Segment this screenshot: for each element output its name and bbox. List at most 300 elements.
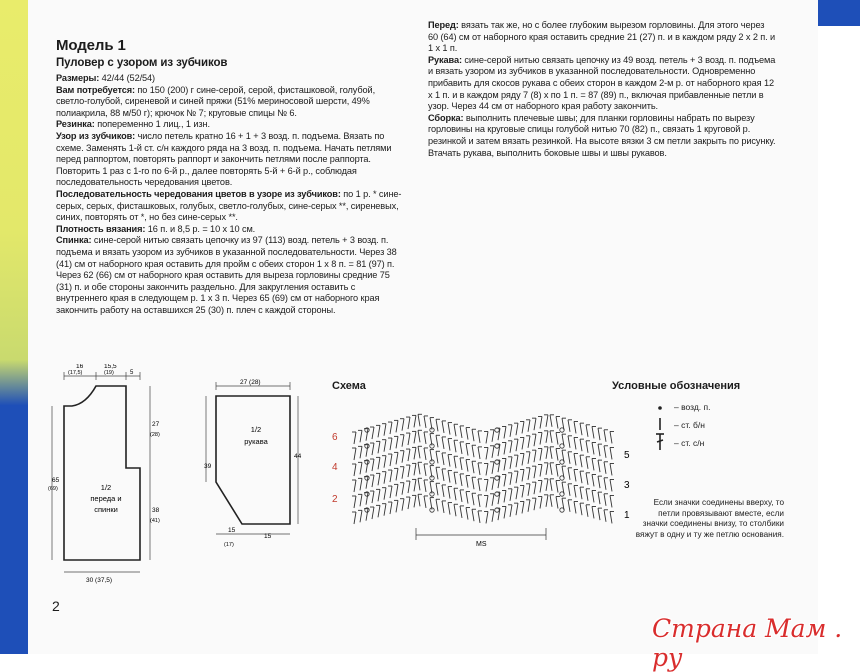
- sizes-label: Размеры:: [56, 73, 100, 83]
- stitch-mark: [372, 459, 374, 471]
- stitch-mark: [360, 510, 362, 522]
- stitch-mark: [574, 501, 576, 513]
- sleeve-bottom-width-2: 15: [264, 533, 272, 540]
- stitch-mark: [360, 478, 362, 490]
- stitch-mark: [592, 474, 594, 486]
- stitch-mark: [454, 504, 456, 516]
- stitch-mark: [466, 460, 468, 472]
- body-right-height-1: 27: [152, 421, 160, 428]
- stitch-mark: [586, 505, 588, 517]
- density-paragraph: [56, 224, 408, 236]
- assembly-value: выполнить плечевые швы; для планки горловины набрать по вырезу горловины на круговые спицы голубой нитью 70 (82) п., связать 1 круговой р. резинкой и затем вязать резинкой. На высоте вязки 3 см петли закрыть по рисунку. Втачать рукава, выполнить боковые швы и швы рукавов.: [428, 112, 776, 158]
- colors-label: Последовательность чередования цветов в узоре из зубчиков:: [56, 188, 341, 199]
- stitch-mark: [424, 496, 426, 508]
- stitch-mark: [454, 456, 456, 468]
- stitch-mark: [574, 421, 576, 433]
- stitch-mark: [442, 485, 444, 497]
- stitch-mark: [604, 430, 606, 442]
- stitch-mark: [448, 487, 450, 499]
- stitch-mark: [540, 432, 542, 444]
- sleeve-bottom-width-1b: (17): [224, 542, 234, 548]
- stitch-mark: [448, 455, 450, 467]
- schema-repeat-label: MS: [476, 541, 487, 548]
- legend-symbols: [650, 400, 670, 452]
- page-edge-color-band: [0, 0, 28, 654]
- stitch-mark: [448, 423, 450, 435]
- stitch-mark: [510, 457, 512, 469]
- stitch-mark: [568, 484, 570, 496]
- stitch-mark: [528, 468, 530, 480]
- stitch-mark: [384, 504, 386, 516]
- stitch-mark: [534, 498, 536, 510]
- stitch-mark: [384, 456, 386, 468]
- sleeve-pattern-diagram: [196, 376, 306, 556]
- stitch-mark: [522, 469, 524, 481]
- stitch-mark: [372, 507, 374, 519]
- stitch-mark: [384, 440, 386, 452]
- stitch-mark: [366, 429, 368, 441]
- stitch-mark: [414, 495, 416, 507]
- stitch-mark: [610, 479, 612, 491]
- stitch-mark: [492, 510, 494, 522]
- stitch-mark: [372, 443, 374, 455]
- stitch-mark: [550, 463, 552, 475]
- sleeve-piece-label-1: 1/2: [250, 425, 262, 434]
- stitch-mark: [610, 495, 612, 507]
- stitch-mark: [586, 441, 588, 453]
- legend-note: Если значки соединены вверху, то петли провязывают вместе, если значки соединены внизу, то столбики вяжут в одну и ту же петлю основания.: [635, 498, 784, 539]
- stitch-mark: [586, 425, 588, 437]
- stitch-mark: [540, 416, 542, 428]
- stitch-mark: [378, 489, 380, 501]
- legend-chain-stitch: – возд. п.: [674, 402, 711, 412]
- stitch-mark: [580, 487, 582, 499]
- stitch-mark: [546, 495, 548, 507]
- stitch-mark: [442, 421, 444, 433]
- sleeves-value: сине-серой нитью связать цепочку из 49 возд. петель + 3 возд. п. подъема и вязать узором из зубчиков в указанной последовательности. Одновременно прибавить для скосов рукава с обеих сторон в каждом 2-м р. от наборного края 12 х 1 п. и в каждом ряду 7 (8) х по 1 п. = 87 (89) п., включая прибавленные петли в узор. Через 44 см от наборного края работу закончить.: [428, 54, 776, 112]
- stitch-mark: [556, 448, 558, 460]
- stitch-mark: [472, 509, 474, 521]
- stitch-mark: [540, 480, 542, 492]
- stitch-mark: [442, 437, 444, 449]
- schema-row-label-5: 5: [624, 450, 630, 461]
- stitch-mark: [354, 512, 356, 524]
- stitch-mark: [436, 483, 438, 495]
- chain-stitch-symbol: [658, 406, 662, 410]
- stitch-mark: [598, 460, 600, 472]
- stitch-mark: [354, 496, 356, 508]
- stitch-mark: [402, 435, 404, 447]
- stitch-mark: [486, 431, 488, 443]
- stitch-mark: [540, 496, 542, 508]
- model-heading: Модель 1: [56, 37, 126, 54]
- stitch-mark: [472, 493, 474, 505]
- stitch-mark: [460, 426, 462, 438]
- stitch-mark: [414, 431, 416, 443]
- stitch-mark: [550, 447, 552, 459]
- stitch-mark: [604, 494, 606, 506]
- stitch-mark: [436, 467, 438, 479]
- stitch-mark: [556, 464, 558, 476]
- materials-paragraph: [56, 85, 408, 120]
- sleeve-piece-label-2: рукава: [244, 437, 268, 446]
- stitch-mark: [454, 488, 456, 500]
- stitch-mark: [550, 479, 552, 491]
- back-value: сине-серой нитью связать цепочку из 97 (113) возд. петель + 3 возд. п. подъема и вязать узором из зубчиков в указанной последовательности. Через 38 (41) см от наборного края оставить для пройм с обеих сторон 1 х 8 п. = 81 (97) п. Через 62 (66) см от наборного края оставить для выреза горловины средние 75 (31) п. и обе стороны закончить раздельно. Для закругления оставить с внутреннего края в следующем р. 1 х 3 п. Через 65 (69) см от наборного края закончить работу на оставшихся 25 (30) п. плеч с каждой стороны.: [56, 235, 397, 315]
- stitch-mark: [472, 429, 474, 441]
- body-outline: [64, 386, 140, 560]
- stitch-mark: [610, 511, 612, 523]
- stitch-mark: [510, 473, 512, 485]
- stitch-mark: [604, 446, 606, 458]
- stitch-mark: [366, 477, 368, 489]
- stitch-mark: [418, 478, 420, 490]
- stitch-mark: [478, 447, 480, 459]
- stitch-mark: [528, 420, 530, 432]
- stitch-mark: [486, 495, 488, 507]
- back-paragraph: [56, 235, 408, 316]
- assembly-paragraph: [428, 113, 776, 159]
- stitch-mark: [522, 485, 524, 497]
- crochet-schema: [326, 394, 640, 554]
- stitch-mark: [460, 474, 462, 486]
- stitch-mark: [510, 441, 512, 453]
- stitch-mark: [516, 471, 518, 483]
- stitch-mark: [366, 493, 368, 505]
- stitch-mark: [556, 432, 558, 444]
- sleeves-label: Рукава:: [428, 54, 462, 65]
- body-top-width-3: 5: [130, 370, 134, 376]
- schema-row-label-2: 2: [332, 494, 338, 505]
- stitch-mark: [424, 448, 426, 460]
- stitch-mark: [454, 424, 456, 436]
- site-watermark: Страна Мам . ру: [652, 614, 843, 672]
- stitch-mark: [372, 491, 374, 503]
- stitch-mark: [604, 462, 606, 474]
- stitch-mark: [528, 436, 530, 448]
- stitch-mark: [574, 437, 576, 449]
- stitch-mark: [442, 453, 444, 465]
- density-value: 16 п. и 8,5 р. = 10 х 10 см.: [145, 223, 256, 234]
- stitch-mark: [384, 472, 386, 484]
- stitch-mark: [390, 502, 392, 514]
- stitch-mark: [550, 495, 552, 507]
- schema-row-label-4: 4: [332, 462, 338, 473]
- page-number: 2: [52, 598, 60, 614]
- legend-double-crochet: – ст. с/н: [674, 438, 705, 448]
- stitch-mark: [354, 480, 356, 492]
- stitch-mark: [546, 479, 548, 491]
- stitch-mark: [528, 500, 530, 512]
- stitch-mark: [390, 438, 392, 450]
- stitch-mark: [402, 451, 404, 463]
- stitch-mark: [528, 484, 530, 496]
- stitch-mark: [574, 469, 576, 481]
- materials-value: по 150 (200) г сине-серой, серой, фисташковой, голубой, светло-голубой, сиреневой и синей пряжи (51% мериносовой шерсти, 49% полиакрила, 88 м/50 г); крючок № 7; круговые спицы № 6.: [56, 84, 376, 118]
- double-crochet-symbol: [656, 434, 664, 450]
- stitch-mark: [580, 471, 582, 483]
- stitch-mark: [568, 468, 570, 480]
- stitch-mark: [460, 490, 462, 502]
- stitch-mark: [492, 446, 494, 458]
- stitch-mark: [492, 494, 494, 506]
- stitch-mark: [540, 464, 542, 476]
- stitch-mark: [568, 420, 570, 432]
- stitch-mark: [568, 436, 570, 448]
- stitch-mark: [478, 431, 480, 443]
- density-label: Плотность вязания:: [56, 223, 146, 234]
- body-right-height-1b: (28): [150, 432, 160, 438]
- stitch-mark: [546, 431, 548, 443]
- body-left-height: 65: [52, 477, 60, 484]
- stitch-mark: [580, 439, 582, 451]
- sizes-value: 42/44 (52/54): [99, 73, 156, 83]
- back-label: Спинка:: [56, 235, 92, 246]
- stitch-mark: [478, 511, 480, 523]
- stitch-mark: [418, 414, 420, 426]
- stitch-mark: [574, 485, 576, 497]
- stitch-mark: [360, 446, 362, 458]
- stitch-mark: [522, 501, 524, 513]
- stitch-mark: [604, 510, 606, 522]
- stitch-mark: [534, 418, 536, 430]
- stitch-mark: [504, 490, 506, 502]
- stitch-mark: [580, 423, 582, 435]
- stitch-mark: [418, 430, 420, 442]
- stitch-mark: [466, 428, 468, 440]
- stitch-mark: [478, 495, 480, 507]
- stitch-mark: [454, 472, 456, 484]
- stitch-mark: [366, 461, 368, 473]
- stitch-mark: [396, 452, 398, 464]
- stitch-mark: [436, 451, 438, 463]
- stitch-mark: [408, 465, 410, 477]
- stitch-mark: [418, 462, 420, 474]
- stitch-mark: [586, 489, 588, 501]
- stitch-mark: [472, 461, 474, 473]
- body-piece-label-2: переда и: [90, 494, 122, 503]
- stitch-mark: [372, 475, 374, 487]
- stitch-mark: [448, 503, 450, 515]
- stitch-mark: [378, 457, 380, 469]
- body-right-height-2b: (41): [150, 518, 160, 524]
- stitch-mark: [442, 469, 444, 481]
- stitch-mark: [378, 505, 380, 517]
- schema-title: Схема: [332, 380, 366, 392]
- stitch-mark: [556, 480, 558, 492]
- stitch-mark: [610, 447, 612, 459]
- stitch-mark: [442, 501, 444, 513]
- body-piece-label-3: спинки: [94, 505, 118, 514]
- stitch-mark: [546, 415, 548, 427]
- legend-single-crochet: – ст. б/н: [674, 420, 705, 430]
- stitch-mark: [610, 463, 612, 475]
- stitch-mark: [466, 492, 468, 504]
- stitch-mark: [390, 454, 392, 466]
- stitch-mark: [466, 476, 468, 488]
- stitch-mark: [540, 448, 542, 460]
- stitch-mark: [408, 433, 410, 445]
- stitch-mark: [460, 506, 462, 518]
- stitch-mark: [486, 447, 488, 459]
- stitch-mark: [516, 423, 518, 435]
- stitch-mark: [402, 419, 404, 431]
- body-top-width-2: 15,5: [104, 364, 117, 370]
- stitch-mark: [366, 509, 368, 521]
- materials-label: Вам потребуется:: [56, 84, 135, 95]
- stitch-mark: [436, 499, 438, 511]
- sleeve-bottom-width-1: 15: [228, 527, 236, 534]
- stitch-mark: [556, 496, 558, 508]
- front-paragraph: [428, 20, 776, 55]
- stitch-mark: [390, 422, 392, 434]
- stitch-mark: [504, 474, 506, 486]
- stitch-mark: [414, 415, 416, 427]
- stitch-mark: [390, 486, 392, 498]
- stitch-mark: [366, 445, 368, 457]
- stitch-mark: [414, 447, 416, 459]
- stitch-mark: [408, 481, 410, 493]
- stitch-mark: [522, 421, 524, 433]
- rib-label: Резинка:: [56, 119, 95, 130]
- stitch-mark: [408, 449, 410, 461]
- stitch-mark: [402, 467, 404, 479]
- sizes-paragraph: [56, 73, 408, 85]
- stitch-mark: [424, 416, 426, 428]
- stitch-mark: [360, 462, 362, 474]
- pattern-paragraph: [56, 131, 408, 189]
- stitch-mark: [414, 463, 416, 475]
- stitch-mark: [396, 420, 398, 432]
- stitch-mark: [396, 468, 398, 480]
- stitch-mark: [592, 458, 594, 470]
- stitch-mark: [478, 463, 480, 475]
- stitch-mark: [534, 450, 536, 462]
- colors-value: по 1 р. * сине-серых, серых, фисташковых, голубых, светло-голубых, сине-серых **, сиреневых, синих, повторять от *, но без сине-серых **.: [56, 188, 402, 223]
- stitch-mark: [454, 440, 456, 452]
- body-left-height-b: (69): [48, 486, 58, 492]
- stitch-mark: [448, 439, 450, 451]
- rib-value: попеременно 1 лиц., 1 изн.: [94, 119, 210, 130]
- stitch-mark: [580, 455, 582, 467]
- stitch-mark: [568, 500, 570, 512]
- stitch-mark: [604, 478, 606, 490]
- stitch-mark: [516, 455, 518, 467]
- stitch-mark: [568, 452, 570, 464]
- stitch-mark: [534, 434, 536, 446]
- pattern-value: число петель кратно 16 + 1 + 3 возд. п. подъема. Вязать по схеме. Заменять 1-й ст. с/н каждого ряда на 3 возд. п. подъема. Начать петлями перед раппортом, повторять раппорт и закончить петлями после раппорта. Повторить 1 раз с 1-го по 6-й р., далее повторять 5-й + 6-й р., соблюдая последовательность чередования цветов.: [56, 130, 392, 188]
- stitch-mark: [424, 432, 426, 444]
- stitch-mark: [580, 503, 582, 515]
- stitch-mark: [466, 508, 468, 520]
- stitch-mark: [486, 479, 488, 491]
- stitch-mark: [418, 446, 420, 458]
- body-right-height-2: 38: [152, 507, 160, 514]
- stitch-mark: [378, 425, 380, 437]
- stitch-mark: [436, 419, 438, 431]
- sleeve-top-width: 27 (28): [240, 379, 261, 386]
- stitch-mark: [396, 436, 398, 448]
- stitch-mark: [402, 499, 404, 511]
- sleeves-paragraph: [428, 55, 776, 113]
- stitch-mark: [598, 508, 600, 520]
- stitch-mark: [546, 463, 548, 475]
- legend-title: Условные обозначения: [612, 380, 741, 392]
- stitch-mark: [546, 447, 548, 459]
- stitch-mark: [460, 458, 462, 470]
- stitch-mark: [550, 431, 552, 443]
- stitch-mark: [492, 478, 494, 490]
- stitch-mark: [586, 473, 588, 485]
- stitch-mark: [408, 497, 410, 509]
- front-value: вязать так же, но с более глубоким вырезом горловины. Для этого через 60 (64) см от наборного края оставить средние 21 (27) п. и в каждом ряду 2 х 2 п. и 1 х 1 п.: [428, 20, 776, 54]
- stitch-mark: [598, 444, 600, 456]
- stitch-mark: [522, 437, 524, 449]
- stitch-mark: [466, 444, 468, 456]
- sleeve-left-height: 39: [204, 463, 212, 470]
- stitch-mark: [372, 427, 374, 439]
- stitch-mark: [510, 425, 512, 437]
- stitch-mark: [592, 506, 594, 518]
- body-pattern-diagram: [44, 364, 194, 594]
- stitch-mark: [478, 479, 480, 491]
- stitch-mark: [598, 492, 600, 504]
- stitch-mark: [516, 503, 518, 515]
- stitch-mark: [402, 483, 404, 495]
- stitch-mark: [418, 494, 420, 506]
- schema-row-label-3: 3: [624, 480, 630, 491]
- body-top-width-1b: (17,5): [68, 370, 83, 376]
- stitch-mark: [510, 505, 512, 517]
- stitch-mark: [460, 442, 462, 454]
- body-top-width-2b: (19): [104, 370, 114, 376]
- stitch-mark: [492, 430, 494, 442]
- pattern-label: Узор из зубчиков:: [56, 130, 136, 141]
- right-text-column: [428, 20, 776, 159]
- sleeve-right-height: 44: [294, 453, 302, 460]
- stitch-mark: [354, 448, 356, 460]
- schema-row-label-1: 1: [624, 510, 630, 521]
- stitch-mark: [592, 442, 594, 454]
- stitch-mark: [504, 458, 506, 470]
- stitch-mark: [504, 506, 506, 518]
- body-bottom-width: 30 (37,5): [86, 577, 113, 584]
- body-piece-label-1: 1/2: [100, 483, 112, 492]
- stitch-mark: [448, 471, 450, 483]
- stitch-mark: [534, 466, 536, 478]
- stitch-mark: [522, 453, 524, 465]
- stitch-mark: [414, 479, 416, 491]
- stitch-mark: [472, 477, 474, 489]
- stitch-mark: [598, 428, 600, 440]
- stitch-mark: [586, 457, 588, 469]
- stitch-mark: [592, 426, 594, 438]
- rib-paragraph: [56, 119, 408, 131]
- stitch-mark: [510, 489, 512, 501]
- stitch-mark: [504, 442, 506, 454]
- stitch-mark: [396, 484, 398, 496]
- stitch-mark: [486, 511, 488, 523]
- body-top-width-1: 16: [76, 364, 84, 370]
- stitch-mark: [354, 464, 356, 476]
- stitch-mark: [472, 445, 474, 457]
- stitch-mark: [408, 417, 410, 429]
- stitch-mark: [384, 488, 386, 500]
- stitch-mark: [436, 435, 438, 447]
- stitch-mark: [424, 464, 426, 476]
- colors-paragraph: [56, 189, 408, 224]
- stitch-mark: [378, 441, 380, 453]
